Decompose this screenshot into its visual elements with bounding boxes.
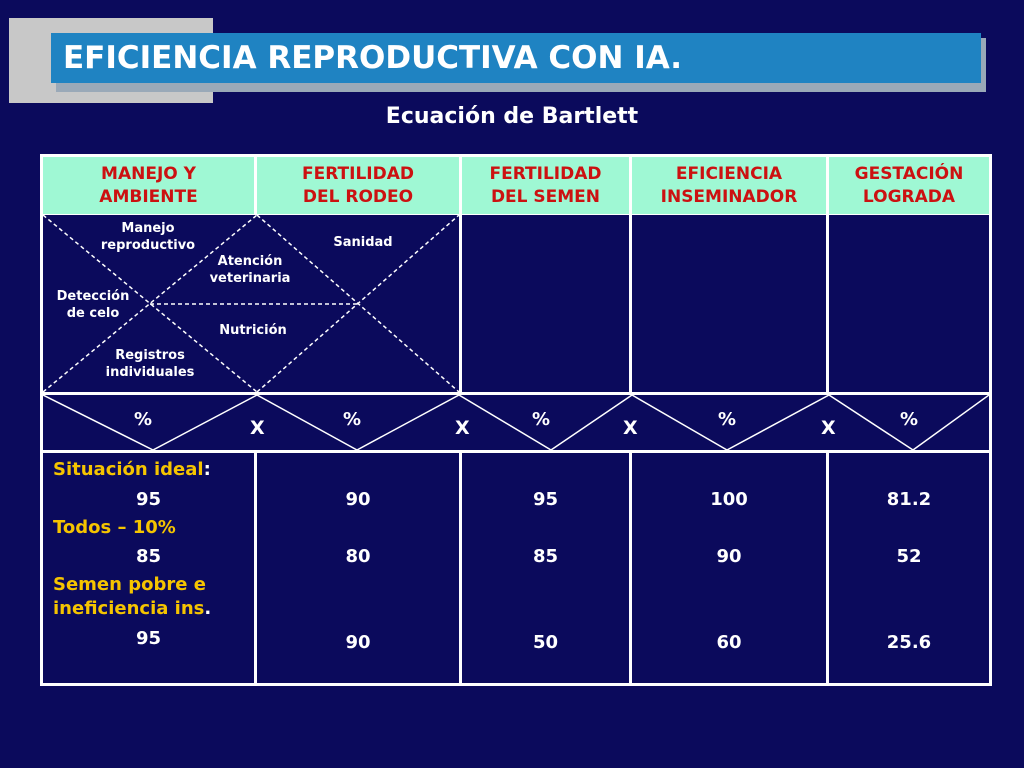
- scenario-2-value-2: 80: [345, 546, 371, 567]
- scenario-3-value-3: 50: [532, 632, 559, 653]
- percent-1: %: [134, 409, 153, 430]
- values-fertilidad-rodeo: [257, 453, 459, 683]
- percent-5: %: [900, 409, 919, 430]
- scenario-3-value-5: 25.6: [886, 632, 932, 653]
- times-2: X: [455, 417, 470, 439]
- scenario-3-value-1: 95: [135, 628, 162, 649]
- scenario-1-value-4: 100: [710, 489, 748, 510]
- percent-3: %: [532, 409, 551, 430]
- label-sanidad: Sanidad: [333, 235, 393, 250]
- percent-4: %: [718, 409, 737, 430]
- label-atencion-veterinaria: Atención veterinaria: [209, 254, 291, 286]
- scenario-1-value-3: 95: [532, 489, 559, 510]
- scenario-3-value-2: 90: [345, 632, 371, 653]
- header-fertilidad-semen: FERTILIDAD DEL SEMEN: [462, 157, 629, 214]
- scenario-2-value-4: 90: [716, 546, 742, 567]
- empty-cell-gestacion: [829, 215, 989, 392]
- management-diagram: [43, 215, 459, 392]
- times-3: X: [623, 417, 638, 439]
- times-4: X: [821, 417, 836, 439]
- header-fertilidad-rodeo: FERTILIDAD DEL RODEO: [257, 157, 459, 214]
- empty-cell-inseminador: [632, 215, 826, 392]
- scenario-3-label: Semen pobre e ineficiencia ins.: [53, 574, 212, 619]
- slide-subtitle: Ecuación de Bartlett: [385, 104, 639, 129]
- formula-chevrons: [43, 395, 989, 450]
- label-nutricion: Nutrición: [219, 323, 287, 338]
- times-1: X: [250, 417, 265, 439]
- percent-2: %: [343, 409, 362, 430]
- header-eficiencia-inseminador: EFICIENCIA INSEMINADOR: [632, 157, 826, 214]
- empty-cell-semen: [462, 215, 629, 392]
- scenario-1-value-5: 81.2: [886, 489, 932, 510]
- formula-row: [43, 395, 989, 450]
- header-gestacion-lograda: GESTACIÓN LOGRADA: [829, 157, 989, 214]
- scenario-1-label: Situación ideal:: [53, 459, 211, 480]
- scenario-2-label: Todos – 10%: [53, 517, 176, 538]
- scenario-1-value-2: 90: [345, 489, 371, 510]
- header-manejo-ambiente: MANEJO Y AMBIENTE: [43, 157, 254, 214]
- values-fertilidad-semen: [462, 453, 629, 683]
- values-gestacion-lograda: [829, 453, 989, 683]
- scenario-2-value-5: 52: [896, 546, 922, 567]
- scenario-3-value-4: 60: [716, 632, 742, 653]
- slide-title: EFICIENCIA REPRODUCTIVA CON IA.: [51, 33, 981, 83]
- values-eficiencia-inseminador: [632, 453, 826, 683]
- bartlett-table: [40, 154, 992, 686]
- scenario-1-value-1: 95: [135, 489, 162, 510]
- scenario-2-value-3: 85: [532, 546, 559, 567]
- scenario-labels-cell: [43, 453, 254, 683]
- scenario-2-value-1: 85: [135, 546, 162, 567]
- label-deteccion-celo: Detección de celo: [56, 289, 130, 321]
- label-registros-individuales: Registros individuales: [105, 348, 195, 380]
- label-manejo-reproductivo: Manejo reproductivo: [100, 221, 196, 253]
